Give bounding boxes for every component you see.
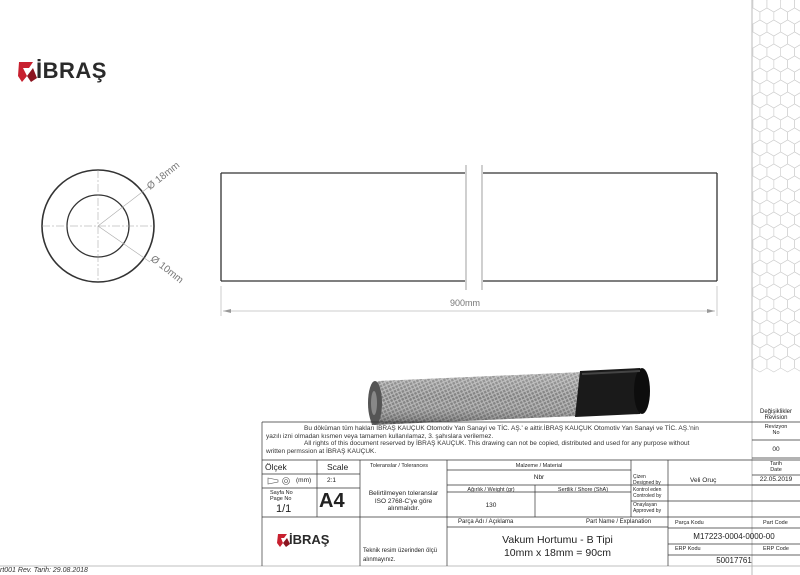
- revision-no-label: Revizyon No: [764, 424, 788, 436]
- paper-size: A4: [319, 490, 345, 512]
- copyright-notice: Bu döküman tüm hakları İBRAŞ KAUÇUK Otomotiv Yan Sanayi ve TİC. AŞ.' e aittir.İBRAŞ KAUÇUK Otomotiv Yan Sanayi ve TİC. AŞ.'nin yazılı izni olmadan kısmen veya tamamen kullanılamaz, 3. şahıslara verilemez. All rights of this document reserved by İBRAŞ KAUÇUK. This drawing can not be copied, distributed and used for any purpose without written permssion at İBRAŞ KAUÇUK.: [266, 425, 699, 455]
- weight-value: 130: [485, 502, 497, 509]
- tolerances-note: Belirtilmeyen toleranslar ISO 2768-C'ye göre alınmalıdır.: [368, 490, 439, 512]
- form-revision-footer: rt001 Rev. Tarih: 29.08.2018: [0, 567, 88, 574]
- part-code-label-en: Part Code: [763, 520, 788, 526]
- scale-label-en: Scale: [327, 462, 349, 472]
- material-value: Nbr: [533, 474, 545, 481]
- page-value: 1/1: [276, 503, 292, 515]
- scale-unit: (mm): [296, 477, 312, 484]
- designed-by-label: Çizen Designed by: [633, 474, 661, 486]
- part-name-label-tr: Parça Adı / Açıklama: [458, 519, 514, 525]
- titleblock-logo-text: İBRAŞ: [289, 532, 330, 547]
- revision-date-value: 22.05.2019: [759, 476, 793, 483]
- part-name-value: Vakum Hortumu - B Tipi 10mm x 18mm = 90cm: [502, 534, 613, 559]
- dim-outer-diameter: Ø 18mm: [145, 160, 183, 193]
- scale-label-tr: Ölçek: [265, 462, 287, 472]
- designed-by-value: Veli Oruç: [690, 477, 717, 484]
- revisions-title: Değişiklikler Revision: [759, 409, 792, 421]
- approved-by-label: Onaylayan Approved by: [633, 502, 662, 514]
- dim-length: 900mm: [450, 298, 481, 308]
- projection-symbol-icon: [266, 476, 294, 486]
- revision-no-value: 00: [772, 446, 780, 453]
- controlled-by-label: Kontrol eden Controled by: [633, 487, 662, 499]
- page-label: Sayfa No Page No: [270, 490, 293, 502]
- dim-inner-diameter: Ø 10mm: [148, 253, 186, 286]
- part-code-value: M17223-0004-0000-00: [693, 532, 775, 541]
- part-name-label-en: Part Name / Explanation: [586, 519, 652, 525]
- measurement-note: Teknik resim üzerinden ölçü alınmayınız.: [363, 548, 438, 563]
- material-header: Malzeme / Material: [515, 463, 563, 469]
- weight-header: Ağırlık / Weight (gr): [467, 487, 515, 493]
- titleblock-logo: [277, 531, 349, 551]
- scale-value: 2:1: [327, 477, 337, 484]
- erp-code-label-en: ERP Code: [763, 546, 789, 552]
- logo-text: İBRAŞ: [36, 58, 107, 83]
- tolerances-header: Toleranslar / Tolerances: [370, 463, 428, 469]
- revision-date-label: Tarih Date: [770, 461, 782, 473]
- shore-header: Sertlik / Shore (ShA): [557, 487, 609, 493]
- erp-code-label-tr: ERP Kodu: [675, 546, 701, 552]
- part-code-label-tr: Parça Kodu: [675, 520, 704, 526]
- erp-code-value: 50017761: [716, 556, 752, 565]
